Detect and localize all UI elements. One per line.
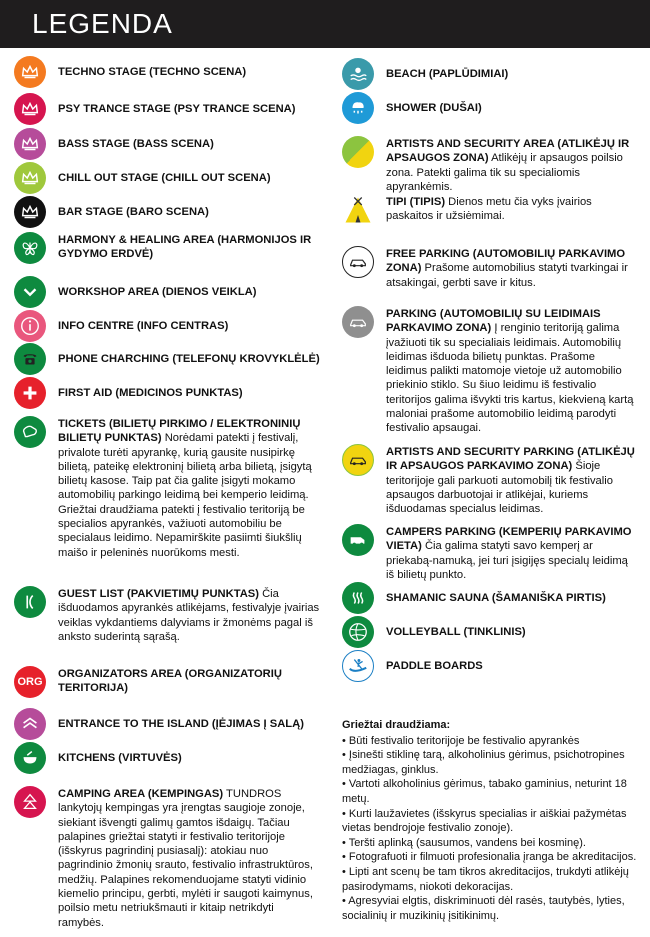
legend-description: Čia išduodamos apyrankės atlikėjams, festivalyje įvairias veiklas vykdantiems dalyviams ir žmonėms pagal iš anksto suderintą sąrašą. bbox=[58, 588, 320, 643]
legend-item-shower bbox=[342, 92, 482, 124]
phone-icon bbox=[14, 343, 46, 375]
legend-item-bar bbox=[14, 196, 209, 228]
rule-item: • Fotografuoti ir filmuoti profesionalia įranga be akreditacijos. bbox=[342, 851, 637, 864]
legend-item-entrance bbox=[14, 708, 304, 740]
half-circle-icon bbox=[342, 136, 374, 168]
car-icon bbox=[342, 246, 374, 278]
legend-description: Norėdami patekti į festivalį, privalote turėti apyrankę, kurią gausite nusipirkę bilietą, pateikę elektroninį bilietą arba bilietą, įsigytą bilietų kasose. Taip pat čia galite įsigyti mokamo automobilių parkingo leidimą bei kemperio leidimą. Griežtai draudžiama patekti į festivalio teritoriją be specialios apyrankės, važiuoti automobiliu be specialaus leidimo. Nepamirškite pasiimti šiukšlių maišo ir peleninės nuorūkoms mesti. bbox=[58, 432, 312, 559]
rule-item: • Teršti aplinką (sausumos, vandens bei kosminę). bbox=[342, 836, 586, 849]
plus-icon bbox=[14, 377, 46, 409]
volleyball-icon bbox=[342, 616, 374, 648]
legend-title: HARMONY & HEALING AREA (HARMONIJOS IR GYDYMO ERDVĖ) bbox=[58, 234, 312, 261]
legend-title: TIPI (TIPIS) bbox=[386, 196, 446, 208]
legend-item-chill-out bbox=[14, 162, 271, 194]
crown-icon bbox=[14, 196, 46, 228]
legend-item-sauna bbox=[342, 582, 606, 614]
legend-title: SHAMANIC SAUNA (ŠAMANIŠKA PIRTIS) bbox=[386, 592, 606, 604]
legend-description: TUNDROS lankytojų kempingas yra įrengtas saugioje zonoje, siekiant išvengti galimų gamtos išdaigų. Tačiau palapines griežtai statyti ir festivalio teritorijoje (išskyrus pagrindinį pusiasalį): atokiau nuo pagrindinio žmonių srauto, festivalio infrastruktūros, medžių. Palapines rekomenduojame statyti vidinio kiemelio principu, gerbti, mylėti ir saugoti kaimynus, poilsio metu netriukšmauti ir kitaip netrikdyti ramybės. bbox=[58, 788, 313, 929]
legend-item-tipi bbox=[342, 194, 636, 226]
legend-title: FIRST AID (MEDICINOS PUNKTAS) bbox=[58, 387, 243, 399]
legend-item-paddle-boards bbox=[342, 650, 483, 682]
legend-item-parking bbox=[342, 306, 636, 436]
legend-description: Šioje teritorijoje gali parkuoti automobilį tik festivalio apsaugos darbuotojai ir atlikėjai, kuriems išduodamas specialus leidimas. bbox=[386, 460, 613, 516]
rule-item: • Būti festivalio teritorijoje be festivalio apyrankės bbox=[342, 734, 580, 747]
ticket-icon bbox=[14, 416, 46, 448]
chevron-up-icon bbox=[14, 708, 46, 740]
crown-icon bbox=[14, 93, 46, 125]
paddle-board-icon bbox=[342, 650, 374, 682]
legend-item-bass bbox=[14, 128, 214, 160]
rules-title: Griežtai draudžiama: bbox=[342, 719, 451, 731]
butterfly-icon bbox=[14, 232, 46, 264]
legend-item-volleyball bbox=[342, 616, 526, 648]
legend-title: SHOWER (DUŠAI) bbox=[386, 102, 482, 114]
legend-title: ARTISTS AND SECURITY PARKING (ATLIKĖJŲ IR APSAUGOS PARKAVIMO ZONA) bbox=[386, 446, 635, 473]
legend-title: PHONE CHARCHING (TELEFONŲ KROVYKLĖLĖ) bbox=[58, 353, 320, 365]
legend-title: VOLLEYBALL (TINKLINIS) bbox=[386, 626, 526, 638]
rule-item: • Vartoti alkoholinius gėrimus, tabako gaminius, neturint 18 metų. bbox=[342, 778, 627, 805]
legend-title: WORKSHOP AREA (DIENOS VEIKLA) bbox=[58, 286, 257, 298]
legend-title: FREE PARKING (AUTOMOBILIŲ PARKAVIMO ZONA) bbox=[386, 248, 626, 275]
rule-item: • Kurti laužavietes (išskyrus specialias ir aiškiai pažymėtas vietas bendrojoje festivalio zonoje). bbox=[342, 807, 627, 835]
legend-item-harmony bbox=[14, 232, 318, 264]
legend-title: KITCHENS (VIRTUVĖS) bbox=[58, 752, 182, 764]
legend-title: BAR STAGE (BARO SCENA) bbox=[58, 206, 209, 218]
legend-title: PSY TRANCE STAGE (PSY TRANCE SCENA) bbox=[58, 103, 296, 115]
legend-item-techno bbox=[14, 56, 246, 88]
legend-item-kitchens bbox=[14, 742, 182, 774]
legend-item-campers bbox=[342, 524, 636, 582]
crown-icon bbox=[14, 162, 46, 194]
legend-item-camping bbox=[14, 786, 320, 930]
page-title: LEGENDA bbox=[32, 8, 173, 39]
legend-item-psy-trance bbox=[14, 93, 295, 125]
car-icon bbox=[342, 306, 374, 338]
legend-item-info bbox=[14, 310, 228, 342]
tent-icon bbox=[14, 786, 46, 818]
legend-item-artists-area bbox=[342, 136, 636, 194]
org-icon: ORG bbox=[14, 666, 46, 698]
legend-title: BASS STAGE (BASS SCENA) bbox=[58, 138, 214, 150]
shower-icon bbox=[342, 92, 374, 124]
legend-item-free-parking bbox=[342, 246, 636, 290]
legend-title: TICKETS (BILIETŲ PIRKIMO / ELEKTRONINIŲ BILIETŲ PUNKTAS) bbox=[58, 418, 301, 445]
legend-title: CHILL OUT STAGE (CHILL OUT SCENA) bbox=[58, 172, 271, 184]
legend-title: ORGANIZATORS AREA (ORGANIZATORIŲ TERITORIJA) bbox=[58, 668, 282, 695]
legend-title: GUEST LIST (PAKVIETIMŲ PUNKTAS) bbox=[58, 588, 259, 600]
legend-title: CAMPERS PARKING (KEMPERIŲ PARKAVIMO VIETA) bbox=[386, 526, 632, 553]
legend-title: INFO CENTRE (INFO CENTRAS) bbox=[58, 320, 229, 332]
legend-item-phone bbox=[14, 343, 320, 375]
crown-icon bbox=[14, 56, 46, 88]
legend-item-first-aid bbox=[14, 377, 243, 409]
legend-description: Čia galima statyti savo kemperį ar priekabą-namuką, jei turi įsigijęs specialų leidimą iš bilietų punkto. bbox=[386, 540, 628, 581]
legend-description: Dienos metu čia vyks įvairios paskaitos ir užsiėmimai. bbox=[386, 196, 592, 223]
header-bar bbox=[0, 0, 650, 48]
legend-title: CAMPING AREA (KEMPINGAS) bbox=[58, 788, 224, 800]
legend-item-artists-parking bbox=[342, 444, 636, 516]
legend-title: ARTISTS AND SECURITY AREA (ATLIKĖJŲ IR APSAUGOS ZONA) bbox=[386, 138, 630, 165]
legend-item-beach bbox=[342, 58, 508, 90]
legend-description: Prašome automobilius statyti tvarkingai ir atsakingai, gerbti save ir kitus. bbox=[386, 262, 628, 289]
rule-item: • Įsinešti stiklinę tarą, alkoholinius gėrimus, psichotropines medžiagas, ginklus. bbox=[342, 749, 625, 776]
rule-item: • Agresyviai elgtis, diskriminuoti dėl rasės, tautybės, lyties, socialinių ir muzikinių įsitikinimų. bbox=[342, 895, 625, 922]
legend-item-organizators bbox=[14, 666, 308, 698]
legend-item-tickets bbox=[14, 416, 320, 560]
guest-list-icon bbox=[14, 586, 46, 618]
legend-title: BEACH (PAPLŪDIMIAI) bbox=[386, 68, 509, 80]
legend-description: Atlikėjų ir apsaugos poilsio zona. Patekti galima tik su specialiomis apyrankėmis. bbox=[386, 152, 623, 193]
tipi-icon bbox=[342, 194, 374, 226]
steam-icon bbox=[342, 582, 374, 614]
pot-icon bbox=[14, 742, 46, 774]
car-icon bbox=[342, 444, 374, 476]
legend-title: ENTRANCE TO THE ISLAND (ĮĖJIMAS Į SALĄ) bbox=[58, 718, 304, 730]
legend-item-workshop bbox=[14, 276, 256, 308]
info-icon bbox=[14, 310, 46, 342]
van-icon bbox=[342, 524, 374, 556]
chevron-down-icon bbox=[14, 276, 46, 308]
rule-item: • Lipti ant scenų be tam tikros akreditacijos, trukdyti atlikėjų pasirodymams, niokoti dekoracijas. bbox=[342, 865, 629, 893]
legend-item-guest-list bbox=[14, 586, 320, 644]
crown-icon bbox=[14, 128, 46, 160]
legend-title: PADDLE BOARDS bbox=[386, 660, 483, 672]
legend-title: PARKING (AUTOMOBILIŲ SU LEIDIMAIS PARKAVIMO ZONA) bbox=[386, 308, 601, 335]
legend-description: Į renginio teritoriją galima įvažiuoti tik su specialiais leidimais. Automobilių leidimas išduoda bilietų punktas. Prašome leidimus palikti matomoje vietoje už automobilio priekinio stiklo. Su šiuo leidimu iš festivalio teritorijos galima išvykti tris kartus, kiekvieną kartą maloniai prašome automobilio leidimą parodyti festivalio apsaugai. bbox=[386, 322, 634, 435]
prohibited-rules bbox=[342, 718, 642, 923]
waves-icon bbox=[342, 58, 374, 90]
legend-title: TECHNO STAGE (TECHNO SCENA) bbox=[58, 66, 247, 78]
